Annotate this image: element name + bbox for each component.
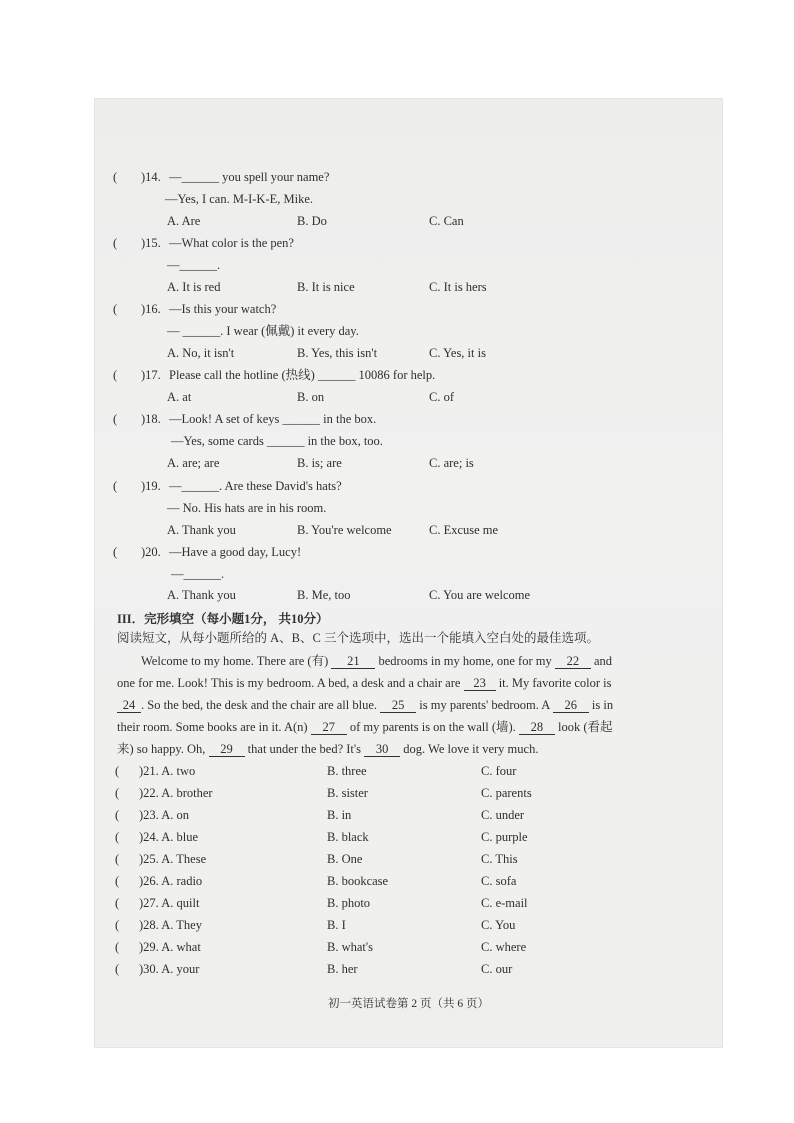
cloze-option-a: )23. A. on	[139, 808, 189, 822]
cloze-option-b: B. I	[327, 918, 346, 932]
answer-paren: (	[115, 852, 120, 866]
answer-paren: (	[113, 170, 118, 184]
blank-30: 30	[364, 742, 400, 757]
blank-29: 29	[209, 742, 245, 757]
question-line2: —______.	[167, 258, 221, 272]
option-c: C. You are welcome	[429, 588, 531, 602]
question-number: )15.	[141, 236, 161, 250]
answer-paren: (	[115, 830, 120, 844]
option-a: A. Thank you	[167, 588, 236, 602]
question-line2: —Yes, some cards ______ in the box, too.	[171, 434, 383, 448]
answer-paren: (	[113, 302, 118, 316]
cloze-option-a: )24. A. blue	[139, 830, 199, 844]
answer-paren: (	[113, 368, 118, 382]
section-title: III．完形填空（每小题1分， 共10分）	[117, 612, 329, 626]
answer-paren: (	[115, 962, 120, 976]
question-line2: —______.	[171, 567, 225, 581]
cloze-option-c: C. e-mail	[481, 896, 528, 910]
question-number: )17.	[141, 368, 161, 382]
passage-line-3: 24 . So the bed, the desk and the chair are all blue. 25 is my parents' bedroom. A 26 is in	[117, 698, 613, 713]
blank-23: 23	[464, 676, 496, 691]
question-number: )16.	[141, 302, 161, 316]
option-c: C. Can	[429, 214, 464, 228]
cloze-option-c: C. our	[481, 962, 513, 976]
blank-22: 22	[555, 654, 591, 669]
cloze-option-c: C. purple	[481, 830, 528, 844]
blank-25: 25	[380, 698, 416, 713]
cloze-option-a: )28. A. They	[139, 918, 202, 932]
question-stem: —Is this your watch?	[169, 302, 277, 316]
option-a: A. at	[167, 390, 192, 404]
option-b: B. on	[297, 390, 325, 404]
passage-line-1: Welcome to my home. There are (有) 21 bedrooms in my home, one for my 22 and	[141, 654, 613, 668]
blank-28: 28	[519, 720, 555, 735]
option-b: B. You're welcome	[297, 523, 392, 537]
cloze-option-c: C. under	[481, 808, 525, 822]
cloze-option-a: )22. A. brother	[139, 786, 213, 800]
question-number: )18.	[141, 412, 161, 426]
cloze-option-a: )29. A. what	[139, 940, 201, 954]
cloze-option-a: )30. A. your	[139, 962, 200, 976]
cloze-option-b: B. in	[327, 808, 352, 822]
cloze-option-a: )26. A. radio	[139, 874, 203, 888]
cloze-option-c: C. You	[481, 918, 516, 932]
answer-paren: (	[113, 479, 118, 493]
option-a: A. Thank you	[167, 523, 236, 537]
question-number: )14.	[141, 170, 161, 184]
cloze-option-c: C. sofa	[481, 874, 517, 888]
option-a: A. It is red	[167, 280, 221, 294]
exam-page	[95, 99, 722, 1047]
answer-paren: (	[115, 940, 120, 954]
question-line2: —Yes, I can. M-I-K-E, Mike.	[165, 192, 314, 206]
option-a: A. Are	[167, 214, 201, 228]
question-stem: —______. Are these David's hats?	[169, 479, 342, 493]
answer-paren: (	[115, 808, 120, 822]
answer-paren: (	[115, 918, 120, 932]
option-b: B. Do	[297, 214, 327, 228]
page-footer: 初一英语试卷第 2 页（共 6 页）	[328, 998, 489, 1010]
cloze-option-b: B. three	[327, 764, 367, 778]
passage-line-2: one for me. Look! This is my bedroom. A bed, a desk and a chair are 23 it. My favorite color is	[117, 676, 612, 690]
cloze-option-b: B. what's	[327, 940, 374, 954]
option-b: B. is; are	[297, 456, 342, 470]
blank-27: 27	[311, 720, 347, 735]
blank-21: 21	[331, 654, 375, 669]
section-instruction: 阅读短文，从每小题所给的 A、B、C 三个选项中，选出一个能填入空白处的最佳选项。	[117, 631, 599, 645]
cloze-option-c: C. where	[481, 940, 527, 954]
question-stem: —What color is the pen?	[169, 236, 294, 250]
cloze-option-b: B. her	[327, 962, 358, 976]
question-line2: — ______. I wear (佩戴) it every day.	[167, 324, 359, 338]
question-number: )20.	[141, 545, 161, 559]
option-a: A. are; are	[167, 456, 220, 470]
cloze-option-a: )21. A. two	[139, 764, 196, 778]
question-stem: Please call the hotline (热线) ______ 10086 for help.	[169, 368, 436, 382]
answer-paren: (	[115, 874, 120, 888]
question-number: )19.	[141, 479, 161, 493]
answer-paren: (	[115, 786, 120, 800]
option-c: C. of	[429, 390, 454, 404]
option-b: B. It is nice	[297, 280, 355, 294]
question-stem: —Have a good day, Lucy!	[169, 545, 302, 559]
option-c: C. It is hers	[429, 280, 487, 294]
answer-paren: (	[113, 545, 118, 559]
option-c: C. Yes, it is	[429, 346, 486, 360]
option-a: A. No, it isn't	[167, 346, 235, 360]
cloze-option-c: C. This	[481, 852, 518, 866]
option-c: C. Excuse me	[429, 523, 499, 537]
cloze-option-b: B. bookcase	[327, 874, 389, 888]
answer-paren: (	[113, 412, 118, 426]
answer-paren: (	[115, 764, 120, 778]
cloze-option-b: B. black	[327, 830, 369, 844]
answer-paren: (	[113, 236, 118, 250]
option-b: B. Me, too	[297, 588, 351, 602]
option-c: C. are; is	[429, 456, 474, 470]
cloze-option-a: )27. A. quilt	[139, 896, 200, 910]
blank-26: 26	[553, 698, 589, 713]
passage-line-5: 来) so happy. Oh, 29 that under the bed? It's 30 dog. We love it very much.	[117, 742, 539, 756]
blank-24: 24	[117, 698, 141, 713]
option-b: B. Yes, this isn't	[297, 346, 378, 360]
cloze-option-b: B. One	[327, 852, 363, 866]
question-line2: — No. His hats are in his room.	[167, 501, 327, 515]
cloze-option-b: B. sister	[327, 786, 368, 800]
cloze-option-c: C. parents	[481, 786, 532, 800]
cloze-option-a: )25. A. These	[139, 852, 207, 866]
cloze-option-c: C. four	[481, 764, 517, 778]
cloze-option-b: B. photo	[327, 896, 371, 910]
answer-paren: (	[115, 896, 120, 910]
question-stem: —______ you spell your name?	[169, 170, 330, 184]
question-stem: —Look! A set of keys ______ in the box.	[169, 412, 377, 426]
passage-line-4: their room. Some books are in it. A(n) 27 of my parents is on the wall (墙). 28 look (看起	[117, 720, 613, 734]
